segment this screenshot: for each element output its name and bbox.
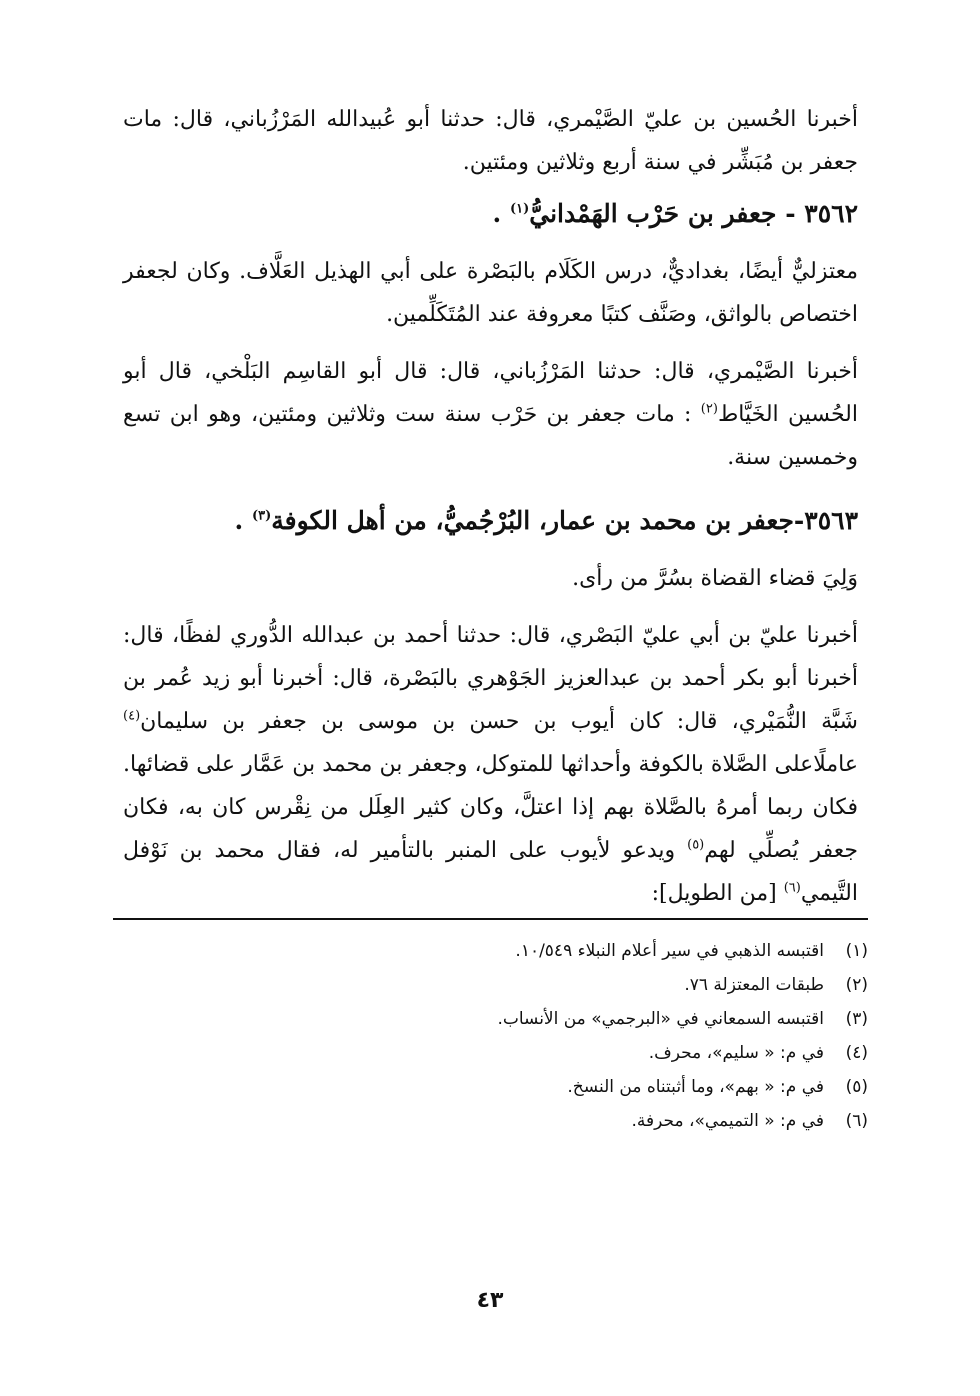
- footnote-item: [268, 1002, 868, 1036]
- footnote-item: [268, 934, 868, 968]
- footnote-ref-6: (٦): [783, 880, 801, 896]
- page-number: ٤٣: [476, 1288, 504, 1313]
- footnote-number: (٥): [845, 1077, 868, 1097]
- footnote-divider: [113, 918, 868, 920]
- footnote-ref-1: (١): [509, 201, 530, 217]
- paragraph-3-part-a: أخبرنا الصَّيْمري، قال: حدثنا المَرْزُباني، قال: قال أبو القاسِم البَلْخي، قال أبو الحُسين الخَيَّاط: [123, 359, 858, 427]
- footnote-ref-3: (٣): [251, 508, 272, 524]
- heading-text: ٣٥٦٣-جعفر بن محمد بن عمار، البُرْجُميُّ، من أهل الكوفة: [271, 506, 858, 535]
- entry-heading-3563: [123, 495, 858, 547]
- footnote-number: (٤): [845, 1043, 868, 1063]
- footnote-ref-4: (٤): [123, 708, 141, 724]
- footnote-text: طبقات المعتزلة ٧٦.: [684, 975, 824, 995]
- footnote-ref-2: (٢): [700, 401, 718, 417]
- footnote-number: (٢): [845, 975, 868, 995]
- heading-end: .: [234, 506, 252, 535]
- paragraph-5-part-a: أخبرنا عليّ بن أبي عليّ البَصْري، قال: حدثنا أحمد بن عبدالله الدُّوري لفظًا، قال: أخبرنا أبو بكر أحمد بن عبدالعزيز الجَوْهري بالبَصْرة، قال: أخبرنا أبو زيد عُمر بن شَبَّة النُّمَيْري، قال: كان أيوب بن حسن بن موسى بن جعفر بن سليمان: [123, 623, 858, 734]
- footnote-item: [268, 1070, 868, 1104]
- footnotes: [268, 934, 868, 1138]
- footnote-text: اقتبسه السمعاني في «البرجمي» من الأنساب.: [497, 1009, 824, 1029]
- paragraph-3-part-b: : مات جعفر بن حَرْب سنة ست وثلاثين ومئتين، وهو ابن تسع وخمسين سنة.: [123, 402, 858, 470]
- footnote-number: (١): [845, 941, 868, 961]
- paragraph-5-part-d: [من الطويل]:: [651, 881, 784, 906]
- footnote-number: (٣): [845, 1009, 868, 1029]
- paragraph-2: معتزليٌّ أيضًا، بغداديٌّ، درس الكَلَام بالبَصْرة على أبي الهذيل العَلَّاف. وكان لجعفر اختصاص بالواثق، وصَنَّف كتبًا معروفة عند المُتَكَلِّمين.: [123, 259, 858, 327]
- entry-heading-3562: [123, 188, 858, 240]
- paragraph-5-part-c: ويدعو لأيوب على المنبر بالتأمير له، فقال محمد بن نَوْفل التَّيمي: [123, 838, 858, 906]
- footnote-text: في م: « سليم»، محرف.: [648, 1043, 824, 1063]
- paragraph-4: وَلِيَ قضاء القضاة بسُرَّ من رأى.: [572, 566, 858, 591]
- footnote-item: [268, 1036, 868, 1070]
- paragraph-5: [123, 614, 858, 915]
- paragraph-1: أخبرنا الحُسين بن عليّ الصَّيْمري، قال: حدثنا أبو عُبيدالله المَرْزُباني، قال: مات جعفر بن مُبَشِّر في سنة أربع وثلاثين ومئتين.: [123, 107, 858, 175]
- footnote-item: [268, 1104, 868, 1138]
- footnote-item: [268, 968, 868, 1002]
- footnote-number: (٦): [845, 1111, 868, 1131]
- paragraph-5-part-b: عاملًاعلى الصَّلاة بالكوفة وأحداثها للمتوكل، وجعفر بن محمد بن عَمَّار على قضائها. فكان ربما أمرهُ بالصَّلاة بهم إذا اعتلَّ، وكان كثير العِلَل من نِقْرس كان به، فكان جعفر يُصلِّي لهم: [123, 752, 858, 863]
- heading-text: ٣٥٦٢ - جعفر بن حَرْب الهَمْدانيُّ: [529, 199, 858, 228]
- footnote-text: اقتبسه الذهبي في سير أعلام النبلاء ١٠/٥٤٩.: [515, 941, 824, 961]
- paragraph-3: [123, 350, 858, 479]
- footnote-text: في م: « بهم»، وما أثبتناه من النسخ.: [567, 1077, 824, 1097]
- heading-end: .: [492, 199, 510, 228]
- main-text: [123, 98, 858, 915]
- footnote-text: في م: « التميمي»، محرفة.: [631, 1111, 824, 1131]
- footnote-ref-5: (٥): [687, 837, 705, 853]
